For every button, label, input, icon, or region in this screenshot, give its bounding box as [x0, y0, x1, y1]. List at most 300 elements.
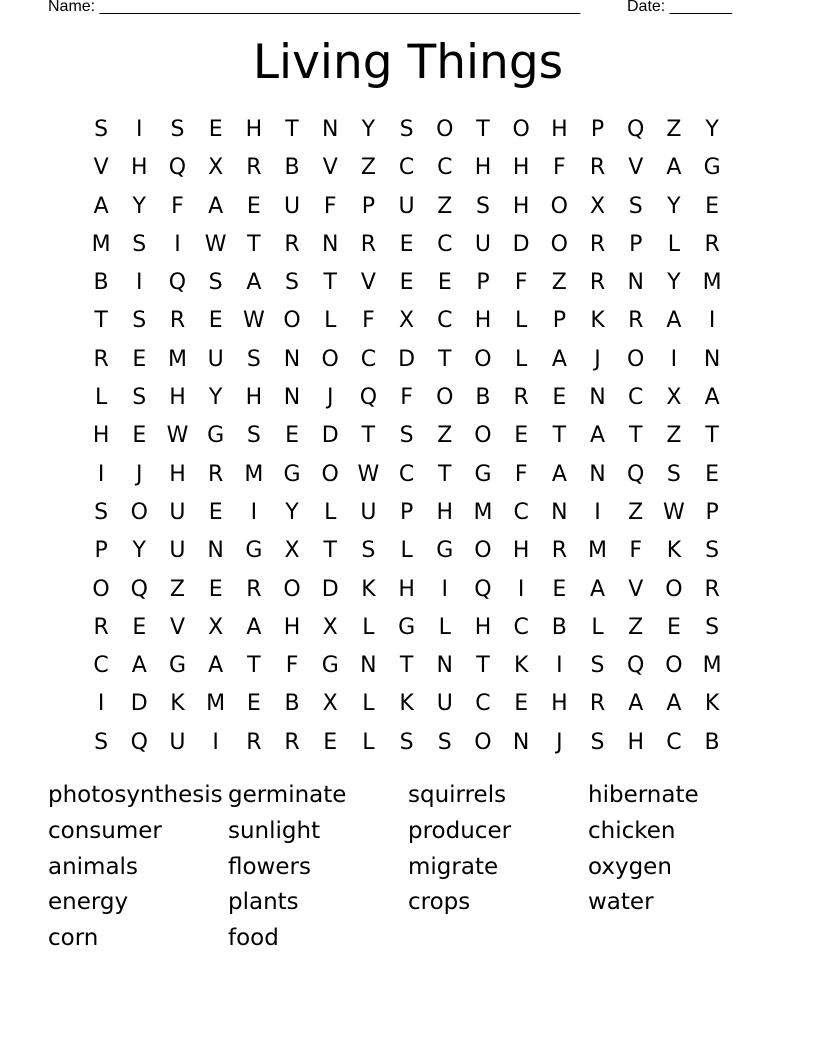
grid-letter: Q	[627, 653, 645, 679]
grid-letter: N	[512, 729, 530, 755]
grid-letter: L	[94, 385, 108, 411]
grid-letter: Z	[551, 270, 567, 296]
grid-letter: K	[170, 691, 185, 717]
grid-letter: O	[474, 729, 492, 755]
grid-letter: F	[285, 653, 299, 679]
grid-letter: S	[590, 653, 605, 679]
grid-letter: S	[475, 193, 490, 219]
grid-letter: O	[321, 346, 339, 372]
grid-letter: C	[513, 614, 529, 640]
grid-letter: R	[513, 385, 529, 411]
grid-letter: I	[136, 117, 143, 142]
grid-letter: B	[284, 155, 300, 181]
grid-letter: E	[437, 270, 452, 296]
grid-letter: R	[284, 729, 300, 755]
grid-letter: T	[705, 423, 719, 449]
grid-letter: E	[246, 691, 261, 717]
grid-letter: Y	[667, 270, 681, 296]
grid-letter: A	[628, 691, 644, 717]
grid-letter: B	[704, 729, 720, 755]
grid-letter: V	[628, 155, 644, 181]
grid-letter: A	[131, 653, 147, 679]
grid-letter: Q	[359, 385, 378, 411]
grid-letter: S	[285, 270, 300, 296]
grid-letter: W	[242, 308, 265, 334]
grid-letter: I	[556, 653, 563, 679]
grid-letter: K	[590, 308, 605, 334]
grid-letter: H	[131, 155, 148, 181]
grid-letter: Y	[705, 117, 719, 142]
grid-letter: D	[130, 691, 148, 717]
grid-letter: H	[627, 729, 644, 755]
grid-letter: P	[590, 117, 605, 142]
grid-letter: S	[132, 231, 147, 257]
grid-letter: H	[551, 117, 568, 142]
grid-letter: E	[514, 691, 529, 717]
grid-letter: C	[475, 691, 491, 717]
grid-letter: L	[362, 691, 375, 717]
grid-letter: C	[398, 461, 415, 487]
grid-letter: R	[284, 231, 300, 257]
grid-letter: Y	[132, 538, 146, 564]
grid-letter: U	[169, 499, 186, 525]
grid-letter: O	[512, 117, 530, 142]
grid-letter: M	[702, 653, 722, 679]
grid-letter: P	[552, 308, 566, 334]
word-list-item: oxygen	[588, 853, 672, 880]
grid-letter: F	[323, 193, 337, 219]
grid-letter: T	[247, 231, 261, 257]
grid-letter: F	[400, 385, 413, 411]
grid-letter: U	[169, 538, 186, 564]
grid-letter: S	[94, 117, 109, 142]
grid-letter: X	[284, 538, 300, 564]
grid-letter: H	[245, 117, 263, 142]
grid-letter: S	[705, 614, 720, 640]
grid-letter: A	[208, 653, 224, 679]
grid-letter: N	[589, 385, 606, 411]
word-list-item: migrate	[408, 853, 499, 880]
name-line: Name: ______________________________________________________	[48, 0, 581, 15]
grid-letter: O	[474, 346, 492, 372]
grid-letter: F	[514, 270, 528, 296]
grid-letter: N	[283, 346, 301, 372]
grid-letter: L	[515, 308, 528, 334]
grid-letter: M	[206, 691, 226, 717]
grid-letter: M	[91, 231, 111, 257]
grid-letter: B	[551, 614, 567, 640]
grid-letter: H	[512, 538, 530, 564]
grid-letter: M	[167, 346, 187, 372]
word-list-item: crops	[408, 889, 471, 916]
grid-letter: L	[438, 614, 451, 640]
date-line: Date: _______	[627, 0, 732, 15]
grid-letter: T	[476, 117, 490, 142]
word-list-item: germinate	[228, 782, 347, 808]
word-list-item: consumer	[48, 817, 162, 844]
grid-letter: U	[283, 193, 301, 219]
grid-letter: D	[512, 231, 530, 257]
word-list-item: squirrels	[408, 782, 507, 808]
grid-letter: N	[551, 499, 568, 525]
grid-letter: B	[475, 385, 491, 411]
grid-letter: L	[667, 231, 681, 257]
grid-letter: H	[436, 499, 454, 525]
grid-letter: D	[321, 576, 339, 602]
grid-letter: S	[132, 385, 147, 411]
grid-letter: H	[474, 155, 492, 181]
grid-letter: L	[400, 538, 413, 564]
grid-letter: W	[204, 231, 227, 257]
word-list-item: food	[228, 925, 279, 952]
grid-letter: O	[627, 346, 645, 372]
grid-letter: J	[136, 461, 143, 487]
grid-letter: Q	[168, 155, 187, 181]
grid-letter: R	[704, 231, 720, 257]
grid-letter: I	[670, 346, 678, 372]
grid-letter: I	[212, 729, 219, 755]
grid-letter: Z	[666, 423, 682, 449]
grid-letter: X	[208, 614, 224, 640]
grid-letter: N	[207, 538, 224, 564]
grid-letter: K	[399, 691, 414, 717]
grid-letter: S	[132, 308, 147, 334]
grid-letter: W	[357, 461, 380, 487]
grid-letter: R	[589, 155, 606, 181]
grid-letter: S	[628, 193, 643, 219]
grid-letter: K	[704, 691, 720, 717]
grid-letter: L	[362, 729, 375, 755]
grid-letter: S	[437, 729, 452, 755]
grid-letter: H	[245, 385, 263, 411]
word-list-item: sunlight	[228, 817, 321, 844]
grid-letter: E	[705, 461, 720, 487]
grid-letter: F	[171, 193, 184, 219]
grid-letter: R	[246, 576, 262, 602]
grid-letter: S	[94, 499, 109, 525]
grid-letter: E	[323, 729, 338, 755]
grid-letter: W	[663, 499, 685, 525]
word-list-item: corn	[48, 925, 99, 952]
grid-letter: C	[437, 308, 453, 334]
grid-letter: P	[629, 231, 643, 257]
grid-letter: P	[476, 270, 490, 296]
grid-letter: C	[513, 499, 529, 525]
grid-letter: S	[399, 423, 414, 449]
grid-letter: L	[362, 614, 375, 640]
grid-letter: N	[321, 231, 339, 257]
grid-letter: T	[476, 653, 490, 679]
grid-letter: T	[399, 653, 414, 679]
grid-letter: N	[589, 461, 606, 487]
grid-letter: E	[285, 423, 299, 449]
grid-letter: X	[589, 193, 606, 219]
grid-letter: V	[360, 270, 376, 296]
grid-letter: S	[246, 423, 261, 449]
grid-letter: S	[361, 538, 376, 564]
grid-letter: A	[93, 193, 109, 219]
grid-letter: E	[132, 423, 147, 449]
grid-letter: Z	[360, 155, 376, 181]
grid-letter: E	[552, 576, 567, 602]
grid-letter: O	[130, 499, 148, 525]
grid-letter: V	[169, 614, 185, 640]
grid-letter: S	[246, 346, 261, 372]
grid-letter: C	[93, 653, 109, 679]
grid-letter: G	[474, 461, 492, 487]
grid-letter: I	[174, 231, 181, 257]
word-list-item: energy	[48, 889, 129, 916]
grid-letter: V	[628, 576, 644, 602]
grid-letter: U	[474, 231, 492, 257]
grid-letter: E	[132, 614, 147, 640]
grid-letter: C	[360, 346, 377, 372]
grid-letter: E	[399, 270, 414, 296]
grid-letter: O	[92, 576, 110, 602]
grid-letter: Z	[169, 576, 185, 602]
word-list-item: chicken	[588, 817, 676, 844]
grid-letter: L	[591, 614, 604, 640]
grid-letter: X	[666, 385, 682, 411]
word-list-item: hibernate	[588, 782, 699, 808]
grid-letter: C	[398, 155, 415, 181]
grid-letter: E	[666, 614, 681, 640]
grid-letter: X	[399, 308, 415, 334]
grid-letter: E	[246, 193, 261, 219]
grid-letter: J	[594, 346, 601, 372]
grid-letter: X	[208, 155, 224, 181]
grid-letter: U	[207, 346, 224, 372]
grid-letter: R	[704, 576, 720, 602]
grid-letter: G	[321, 653, 339, 679]
grid-letter: V	[322, 155, 338, 181]
grid-letter: E	[208, 576, 223, 602]
grid-letter: I	[441, 576, 449, 602]
grid-letter: H	[92, 423, 110, 449]
grid-letter: L	[515, 346, 528, 372]
grid-letter: U	[436, 691, 453, 717]
grid-letter: M	[473, 499, 493, 525]
grid-letter: R	[246, 155, 262, 181]
grid-letter: H	[398, 576, 415, 602]
grid-letter: Q	[130, 576, 148, 602]
grid-letter: E	[399, 231, 414, 257]
grid-letter: B	[284, 691, 300, 717]
grid-letter: F	[514, 461, 528, 487]
grid-letter: Z	[628, 614, 644, 640]
grid-letter: H	[474, 614, 492, 640]
grid-letter: D	[321, 423, 339, 449]
grid-letter: E	[552, 385, 567, 411]
grid-letter: A	[551, 461, 567, 487]
grid-letter: A	[666, 308, 682, 334]
grid-letter: Z	[437, 423, 453, 449]
grid-letter: K	[666, 538, 682, 564]
grid-letter: I	[250, 499, 258, 525]
grid-letter: D	[398, 346, 416, 372]
grid-letter: M	[702, 270, 722, 296]
grid-letter: U	[169, 729, 186, 755]
grid-letter: H	[474, 308, 492, 334]
grid-letter: R	[589, 270, 606, 296]
word-list-item: water	[588, 889, 654, 916]
grid-letter: A	[590, 576, 606, 602]
grid-letter: H	[512, 193, 530, 219]
grid-letter: X	[322, 614, 338, 640]
grid-letter: R	[246, 729, 262, 755]
grid-letter: N	[703, 346, 721, 372]
grid-letter: R	[551, 538, 567, 564]
grid-letter: X	[322, 691, 338, 717]
grid-letter: G	[398, 614, 416, 640]
word-list	[48, 777, 768, 956]
grid-letter: O	[665, 653, 683, 679]
grid-letter: Y	[132, 193, 146, 219]
grid-letter: A	[666, 691, 682, 717]
grid-letter: A	[208, 193, 224, 219]
grid-letter: G	[436, 538, 454, 564]
grid-letter: H	[551, 691, 568, 717]
grid-letter: T	[361, 423, 376, 449]
grid-letter: C	[437, 155, 453, 181]
grid-letter: G	[168, 653, 186, 679]
grid-letter: N	[321, 117, 339, 142]
grid-letter: P	[399, 499, 414, 525]
grid-letter: Q	[627, 117, 645, 142]
grid-letter: S	[399, 117, 414, 142]
grid-letter: E	[514, 423, 529, 449]
grid-letter: T	[628, 423, 643, 449]
grid-letter: T	[247, 653, 261, 679]
grid-letter: I	[97, 691, 105, 717]
grid-letter: R	[589, 691, 606, 717]
grid-letter: F	[362, 308, 375, 334]
grid-letter: C	[628, 385, 644, 411]
word-list-item: plants	[228, 889, 299, 916]
grid-letter: Z	[628, 499, 644, 525]
grid-letter: G	[283, 461, 301, 487]
grid-letter: R	[93, 346, 109, 372]
grid-letter: O	[474, 538, 492, 564]
grid-letter: F	[553, 155, 566, 181]
grid-letter: Y	[208, 385, 223, 411]
grid-letter: O	[321, 461, 339, 487]
grid-letter: E	[705, 193, 720, 219]
grid-letter: J	[556, 729, 563, 755]
grid-letter: G	[703, 155, 721, 181]
grid-letter: S	[666, 461, 681, 487]
grid-letter: O	[436, 385, 454, 411]
grid-letter: U	[398, 193, 415, 219]
grid-letter: L	[324, 308, 337, 334]
grid-letter: P	[361, 193, 376, 219]
grid-letter: I	[517, 576, 525, 602]
grid-letter: S	[170, 117, 185, 142]
grid-letter: V	[93, 155, 109, 181]
grid-letter: T	[552, 423, 567, 449]
grid-letter: S	[399, 729, 414, 755]
grid-letter: W	[166, 423, 189, 449]
grid-letter: K	[513, 653, 529, 679]
grid-letter: N	[283, 385, 301, 411]
grid-letter: P	[705, 499, 719, 525]
grid-letter: C	[437, 231, 453, 257]
grid-letter: T	[323, 270, 337, 296]
grid-letter: H	[283, 614, 301, 640]
grid-letter: S	[208, 270, 223, 296]
grid-letter: R	[589, 231, 606, 257]
grid-letter: A	[246, 614, 262, 640]
grid-letter: Q	[168, 270, 187, 296]
grid-letter: K	[361, 576, 376, 602]
grid-letter: R	[93, 614, 109, 640]
grid-letter: A	[666, 155, 682, 181]
grid-letter: H	[169, 385, 186, 411]
grid-letter: Y	[285, 499, 299, 525]
grid-letter: N	[436, 653, 454, 679]
grid-letter: N	[627, 270, 644, 296]
grid-letter: T	[323, 538, 337, 564]
grid-letter: I	[708, 308, 716, 334]
grid-letter: O	[283, 576, 301, 602]
grid-letter: S	[705, 538, 720, 564]
grid-letter: T	[438, 461, 452, 487]
word-list-item: animals	[48, 853, 138, 880]
grid-letter: Q	[627, 461, 645, 487]
grid-letter: S	[590, 729, 605, 755]
word-search-grid	[82, 111, 731, 762]
grid-letter: M	[244, 461, 264, 487]
grid-letter: A	[590, 423, 606, 449]
grid-letter: M	[588, 538, 608, 564]
grid-letter: Q	[130, 729, 148, 755]
grid-letter: A	[246, 270, 262, 296]
grid-letter: E	[208, 499, 223, 525]
grid-letter: S	[94, 729, 109, 755]
grid-letter: O	[550, 231, 568, 257]
word-list-item: producer	[408, 817, 512, 844]
word-list-item: flowers	[228, 853, 311, 880]
grid-letter: R	[360, 231, 377, 257]
grid-letter: O	[283, 308, 301, 334]
grid-letter: Z	[666, 117, 682, 142]
grid-letter: T	[94, 308, 108, 334]
grid-letter: B	[93, 270, 109, 296]
grid-letter: U	[360, 499, 377, 525]
grid-letter: O	[474, 423, 492, 449]
grid-letter: H	[512, 155, 530, 181]
grid-letter: I	[594, 499, 601, 525]
grid-letter: N	[360, 653, 377, 679]
grid-letter: H	[169, 461, 186, 487]
word-list-item: photosynthesis	[48, 782, 223, 808]
grid-letter: L	[324, 499, 337, 525]
grid-letter: J	[326, 385, 334, 411]
grid-letter: O	[550, 193, 568, 219]
grid-letter: O	[436, 117, 454, 142]
grid-letter: T	[285, 117, 299, 142]
grid-letter: T	[438, 346, 452, 372]
grid-letter: Y	[361, 117, 376, 142]
grid-letter: E	[208, 117, 223, 142]
grid-letter: G	[207, 423, 225, 449]
grid-letter: O	[665, 576, 683, 602]
page-title: Living Things	[252, 35, 564, 90]
grid-letter: Z	[437, 193, 453, 219]
grid-letter: Y	[667, 193, 681, 219]
grid-letter: A	[551, 346, 567, 372]
grid-letter: R	[208, 461, 224, 487]
